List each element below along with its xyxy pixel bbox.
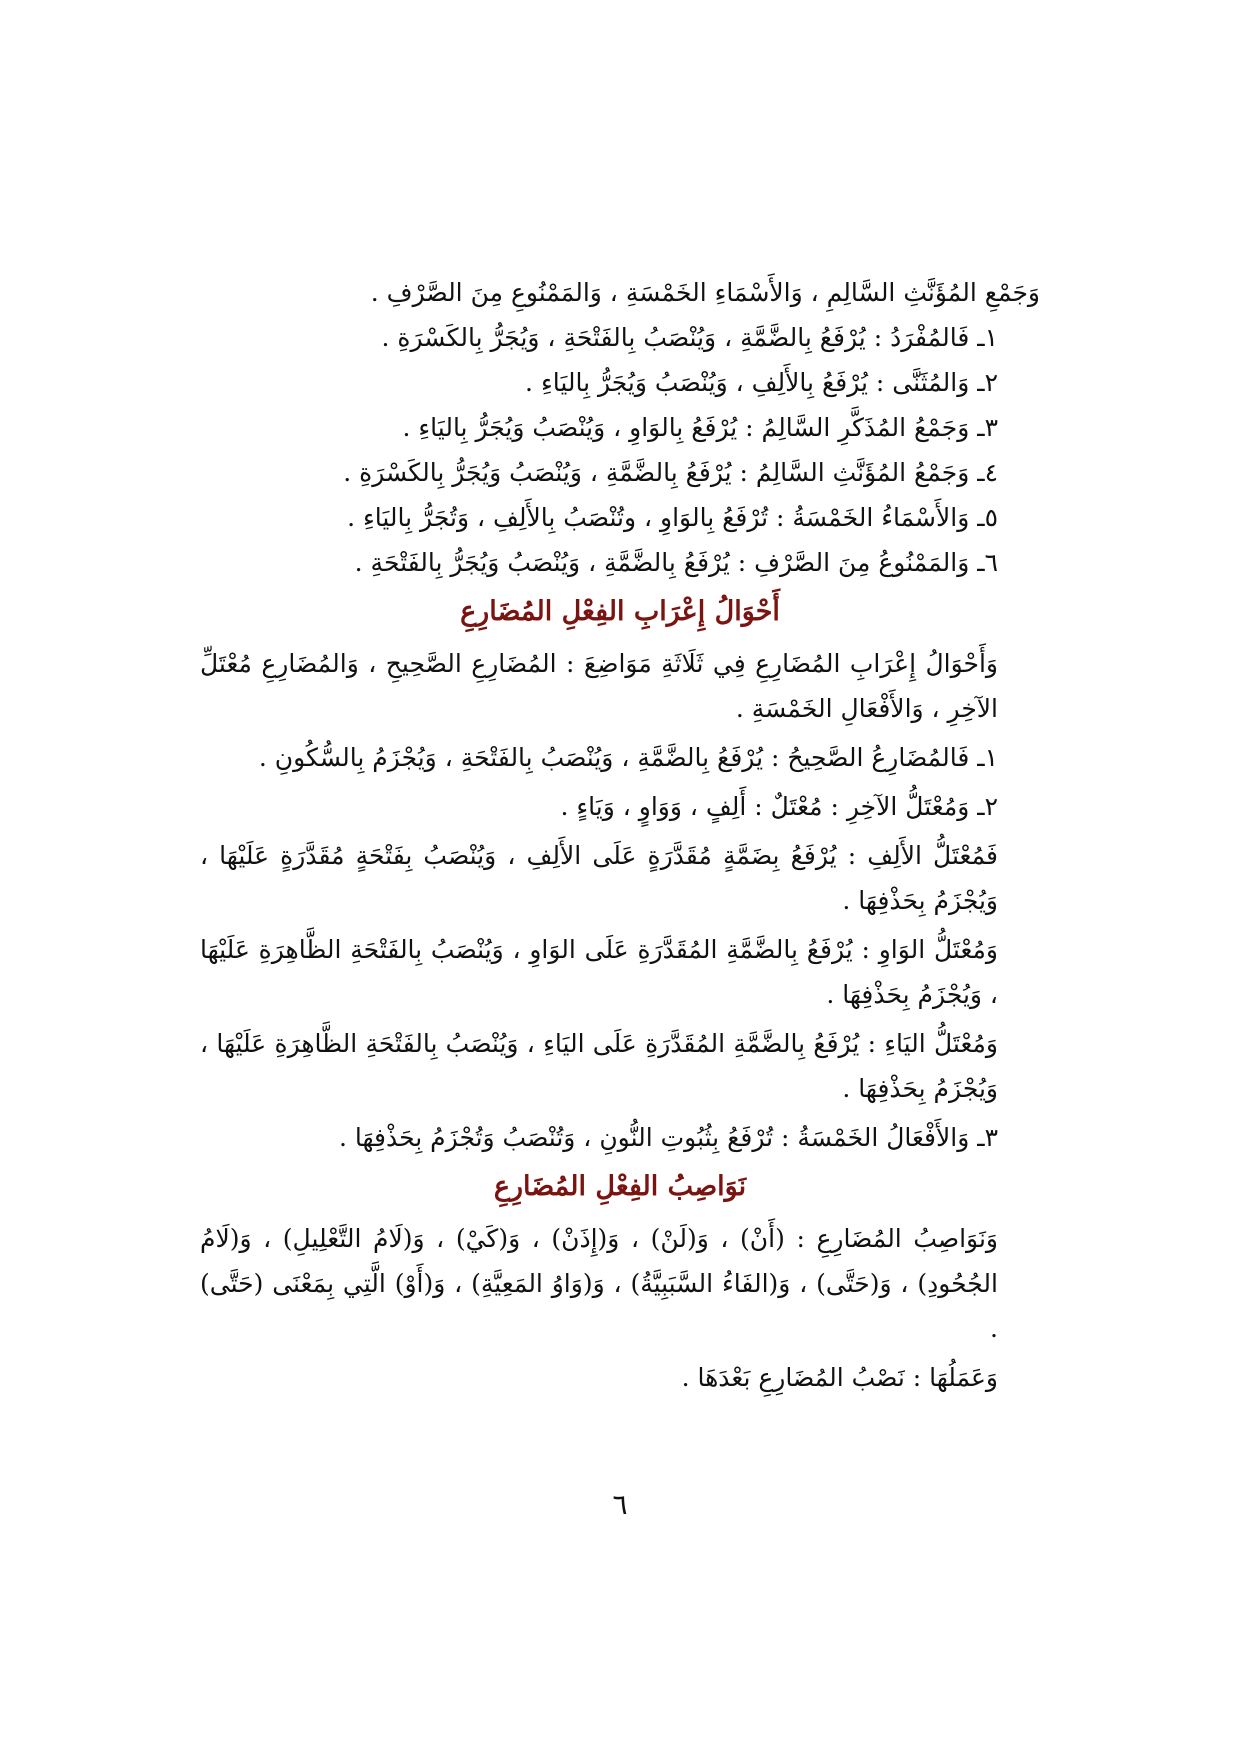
- page-body: [200, 270, 1040, 1400]
- verb-intro-paragraph: وَأَحْوَالُ إِعْرَابِ المُضَارِعِ فِي ثَلَاثَةِ مَوَاضِعَ : المُضَارِعِ الصَّحِيحِ ، وَالمُضَارِعِ مُعْتَلِّ الآخِرِ ، وَالأَفْعَالِ الخَمْسَةِ .: [200, 649, 998, 723]
- verb-item-sahih: ١ـ فَالمُضَارِعُ الصَّحِيحُ : يُرْفَعُ بِالضَّمَّةِ ، وَيُنْصَبُ بِالفَتْحَةِ ، وَيُجْزَمُ بِالسُّكُونِ .: [258, 743, 998, 772]
- ya-paragraph: وَمُعْتَلُّ اليَاءِ : يُرْفَعُ بِالضَّمَّةِ المُقَدَّرَةِ عَلَى اليَاءِ ، وَيُنْصَبُ بِالفَتْحَةِ الظَّاهِرَةِ عَلَيْهَا ، وَيُجْزَمُ بِحَذْفِهَا .: [200, 1029, 998, 1103]
- list-item: ٢ـ وَالمُثَنَّى : يُرْفَعُ بِالأَلِفِ ، وَيُنْصَبُ وَيُجَرُّ بِاليَاءِ .: [525, 368, 998, 397]
- list-item: ٤ـ وَجَمْعُ المُؤَنَّثِ السَّالِمُ : يُرْفَعُ بِالضَّمَّةِ ، وَيُنْصَبُ وَيُجَرُّ بِالكَسْرَةِ .: [343, 458, 998, 487]
- section-heading: نَوَاصِبُ الفِعْلِ المُضَارِعِ: [493, 1171, 747, 1202]
- nawasib-paragraph: وَنَوَاصِبُ المُضَارِعِ : (أَنْ) ، وَ(لَنْ) ، وَ(إِذَنْ) ، وَ(كَيْ) ، وَ(لَامُ التَّعْلِيلِ) ، وَ(لَامُ الجُحُودِ) ، وَ(حَتَّى) ، وَ(الفَاءُ السَّبَبِيَّةُ) ، وَ(وَاوُ المَعِيَّةِ) ، وَ(أَوْ) الَّتِي بِمَعْنَى (حَتَّى) .: [200, 1224, 998, 1343]
- verb-item-mutal: ٢ـ وَمُعْتَلُّ الآخِرِ : مُعْتَلٌ : أَلِفٍ ، وَوَاوٍ ، وَيَاءٍ .: [560, 792, 998, 821]
- nouns-list: [200, 315, 1040, 585]
- section-heading: أَحْوَالُ إِعْرَابِ الفِعْلِ المُضَارِعِ: [460, 596, 780, 627]
- page-number: ٦: [612, 1488, 628, 1521]
- list-item: ١ـ فَالمُفْرَدُ : يُرْفَعُ بِالضَّمَّةِ ، وَيُنْصَبُ بِالفَتْحَةِ ، وَيُجَرُّ بِالكَسْرَةِ .: [381, 323, 998, 352]
- intro-line: وَجَمْعِ المُؤَنَّثِ السَّالِمِ ، وَالأَسْمَاءِ الخَمْسَةِ ، وَالمَمْنُوعِ مِنَ الصَّرْفِ .: [370, 278, 1040, 307]
- list-item: ٣ـ وَجَمْعُ المُذَكَّرِ السَّالِمُ : يُرْفَعُ بِالوَاوِ ، وَيُنْصَبُ وَيُجَرُّ بِاليَاءِ .: [402, 413, 998, 442]
- amal-line: وَعَمَلُهَا : نَصْبُ المُضَارِعِ بَعْدَهَا .: [681, 1363, 998, 1392]
- list-item: ٥ـ وَالأَسْمَاءُ الخَمْسَةُ : تُرْفَعُ بِالوَاوِ ، وتُنْصَبُ بِالأَلِفِ ، وَتُجَرُّ بِاليَاءِ .: [347, 503, 998, 532]
- alif-paragraph: فَمُعْتَلُّ الأَلِفِ : يُرْفَعُ بِضَمَّةٍ مُقَدَّرَةٍ عَلَى الأَلِفِ ، وَيُنْصَبُ بِفَتْحَةٍ مُقَدَّرَةٍ عَلَيْهَا ، وَيُجْزَمُ بِحَذْفِهَا .: [200, 841, 998, 915]
- list-item: ٦ـ وَالمَمْنُوعُ مِنَ الصَّرْفِ : يُرْفَعُ بِالضَّمَّةِ ، وَيُنْصَبُ وَيُجَرُّ بِالفَتْحَةِ .: [354, 548, 998, 577]
- verb-item-five-verbs: ٣ـ وَالأَفْعَالُ الخَمْسَةُ : تُرْفَعُ بِثُبُوتِ النُّونِ ، وَتُنْصَبُ وَتُجْزَمُ بِحَذْفِهَا .: [339, 1123, 998, 1152]
- waw-paragraph: وَمُعْتَلُّ الوَاوِ : يُرْفَعُ بِالضَّمَّةِ المُقَدَّرَةِ عَلَى الوَاوِ ، وَيُنْصَبُ بِالفَتْحَةِ الظَّاهِرَةِ عَلَيْهَا ، وَيُجْزَمُ بِحَذْفِهَا .: [200, 935, 998, 1009]
